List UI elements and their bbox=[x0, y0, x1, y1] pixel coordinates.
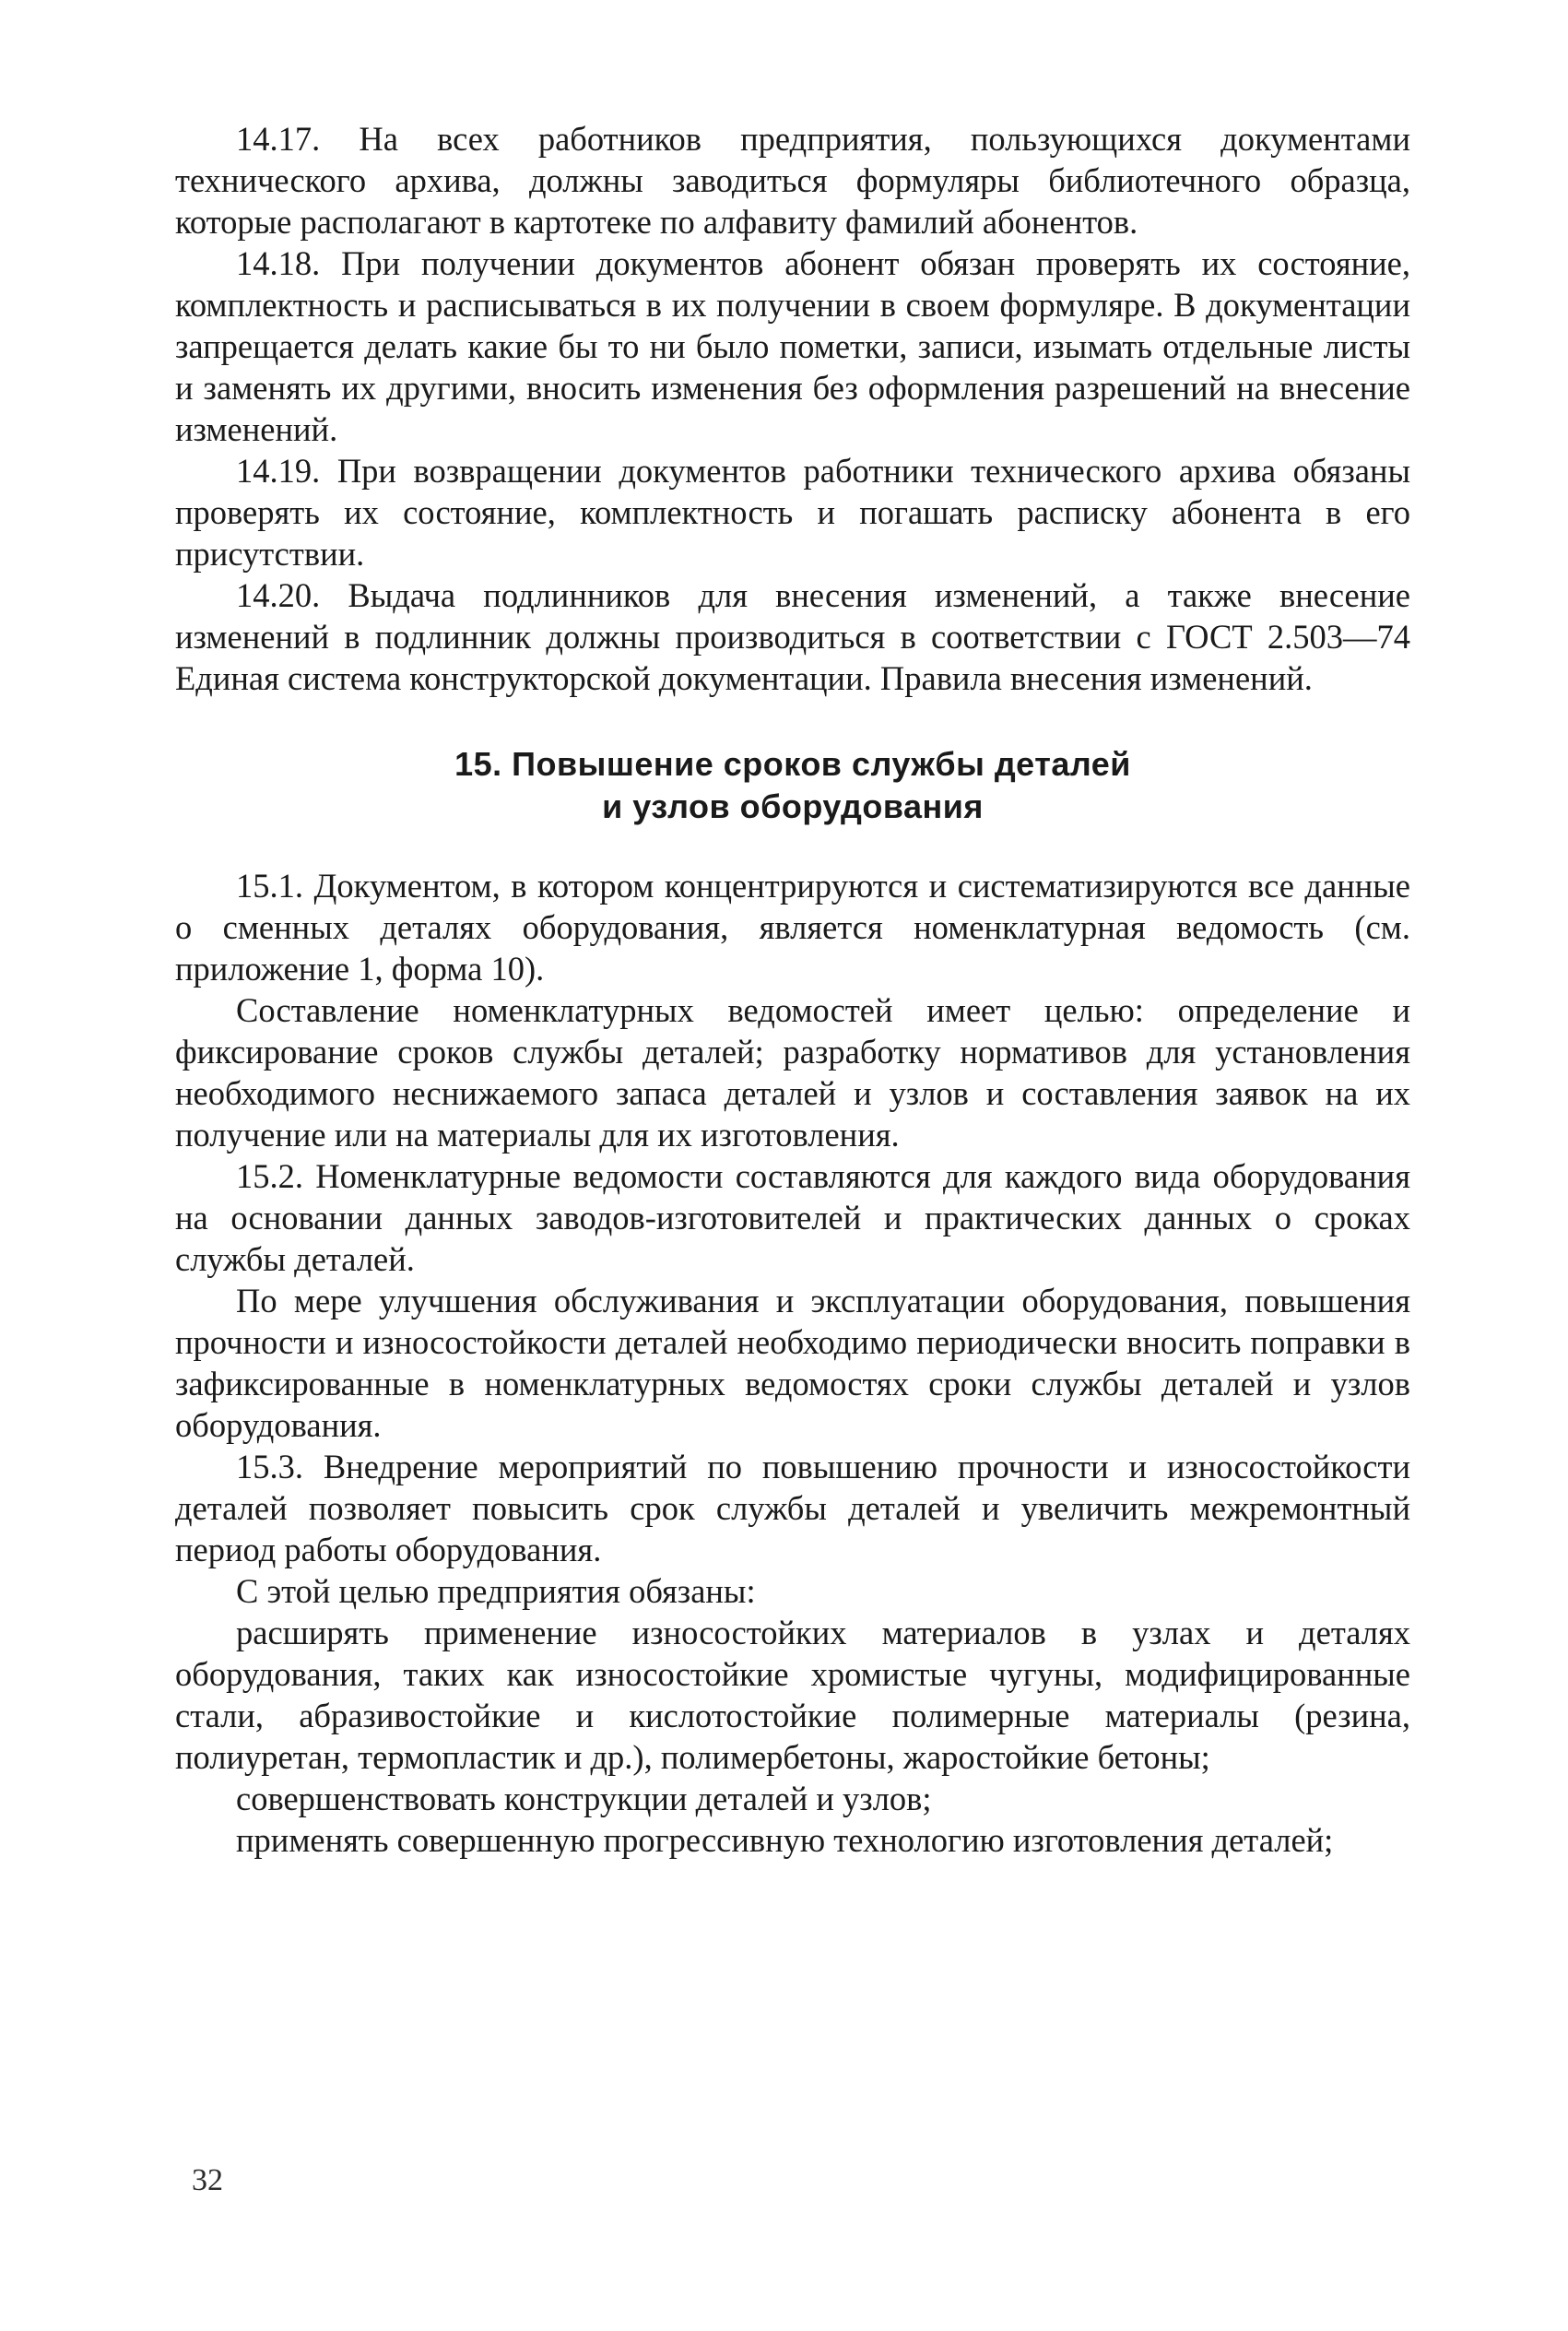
section-title-line-1: 15. Повышение сроков службы деталей bbox=[454, 745, 1131, 783]
paragraph-14-19: 14.19. При возвращении документов работники технического архива обязаны проверять их состояние, комплектность и погашать расписку абонента в его присутствии. bbox=[175, 452, 1410, 573]
paragraph-improve-designs: совершенствовать конструкции деталей и узлов; bbox=[236, 1780, 932, 1817]
paragraph-14-17: 14.17. На всех работников предприятия, пользующихся документами технического архива, должны заводиться формуляры библиотечного образца, которые располагают в картотеке по алфавиту фамилий абонентов. bbox=[175, 120, 1410, 241]
paragraph-obligations-intro: С этой целью предприятия обязаны: bbox=[236, 1572, 756, 1610]
section-15-title bbox=[175, 743, 1410, 828]
section-title-line-2: и узлов оборудования bbox=[602, 787, 984, 825]
paragraph-14-18: 14.18. При получении документов абонент обязан проверять их состояние, комплектность и расписываться в их получении в своем формуляре. В документации запрещается делать какие бы то ни было пометки, записи, изымать отдельные листы и заменять их другими, вносить изменения без оформления разрешений на внесение изменений. bbox=[175, 244, 1410, 448]
paragraph-wear-resistant-materials: расширять применение износостойких материалов в узлах и деталях оборудования, таких как износостойкие хромистые чугуны, модифицированные стали, абразивостойкие и кислотостойкие полимерные материалы (резина, полиуретан, термопластик и др.), полимербетоны, жаростойкие бетоны; bbox=[175, 1614, 1410, 1776]
paragraph-15-1: 15.1. Документом, в котором концентрируются и систематизируются все данные о сменных деталях оборудования, является номенклатурная ведомость (см. приложение 1, форма 10). bbox=[175, 867, 1410, 988]
paragraph-progressive-technology: применять совершенную прогрессивную технологию изготовления деталей; bbox=[236, 1821, 1334, 1859]
text-column bbox=[175, 118, 1410, 1861]
paragraph-nomenclature-purpose: Составление номенклатурных ведомостей имеет целью: определение и фиксирование сроков службы деталей; разработку нормативов для установления необходимого неснижаемого запаса деталей и узлов и составления заявок на их получение или на материалы для их изготовления. bbox=[175, 991, 1410, 1154]
paragraph-15-3: 15.3. Внедрение мероприятий по повышению прочности и износостойкости деталей позволяет повысить срок службы деталей и увеличить межремонтный период работы оборудования. bbox=[175, 1448, 1410, 1568]
paragraph-15-2: 15.2. Номенклатурные ведомости составляются для каждого вида оборудования на основании данных заводов-изготовителей и практических данных о сроках службы деталей. bbox=[175, 1157, 1410, 1278]
paragraph-14-20: 14.20. Выдача подлинников для внесения изменений, а также внесение изменений в подлинник должны производиться в соответствии с ГОСТ 2.503—74 Единая система конструкторской документации. Правила внесения изменений. bbox=[175, 576, 1410, 697]
page-number: 32 bbox=[192, 2163, 223, 2197]
paragraph-corrections: По мере улучшения обслуживания и эксплуатации оборудования, повышения прочности и износостойкости деталей необходимо периодически вносить поправки в зафиксированные в номенклатурных ведомостях сроки службы деталей и узлов оборудования. bbox=[175, 1282, 1410, 1444]
